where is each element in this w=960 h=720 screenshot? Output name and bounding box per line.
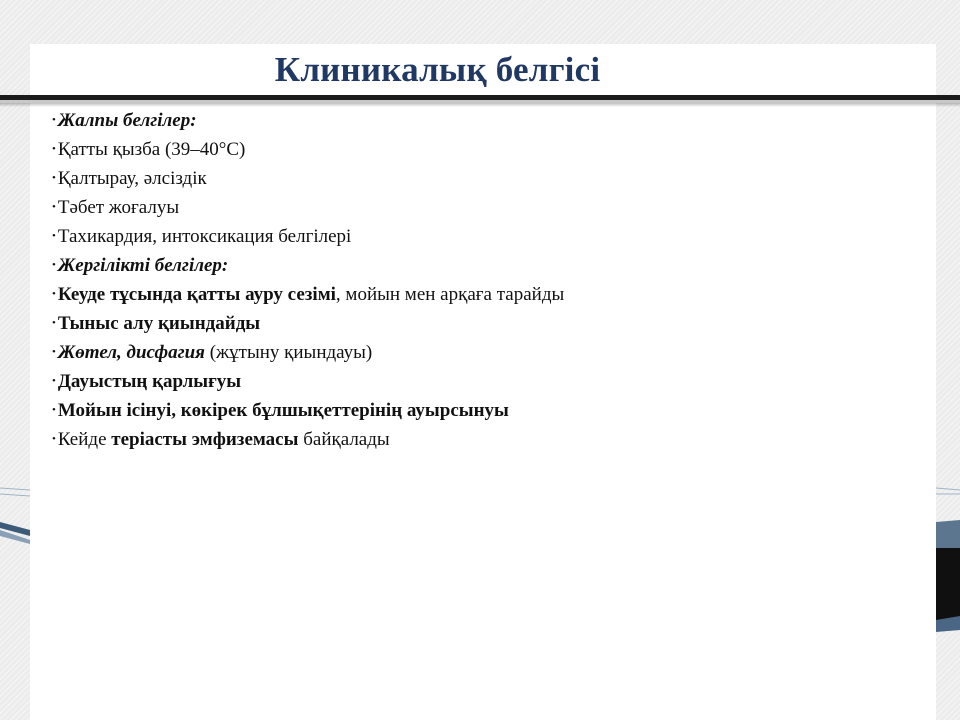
- list-item: [52, 195, 922, 224]
- bullet-icon: •: [52, 375, 56, 387]
- list-item-text-bold: Кеуде тұсында қатты ауру сезімі: [57, 284, 336, 305]
- list-item-text-bold: теріасты эмфиземасы: [111, 429, 299, 450]
- list-item: [52, 311, 922, 340]
- list-item-text: Жалпы белгілер:: [57, 110, 197, 131]
- bullet-icon: •: [52, 346, 56, 358]
- decorative-stripes-right: [936, 470, 960, 720]
- list-item: [52, 108, 922, 137]
- list-item-text-bold: Тыныс алу қиындайды: [57, 313, 261, 334]
- list-item: [52, 166, 922, 195]
- list-item: [52, 137, 922, 166]
- list-item-text-bold: Мойын ісінуі, көкірек бұлшықеттерінің ауырсынуы: [57, 400, 509, 421]
- list-item: [52, 369, 922, 398]
- list-item-text: Кейде: [57, 429, 112, 450]
- list-item-text: байқалады: [298, 429, 390, 450]
- list-item: [52, 282, 922, 311]
- bullet-list: [52, 108, 922, 456]
- list-item: [52, 427, 922, 456]
- bullet-icon: •: [52, 201, 56, 213]
- list-item-text: Тахикардия, интоксикация белгілері: [57, 226, 352, 247]
- bullet-icon: •: [52, 143, 56, 155]
- list-item-text: Қалтырау, әлсіздік: [57, 168, 207, 189]
- bullet-icon: •: [52, 114, 56, 126]
- bullet-icon: •: [52, 230, 56, 242]
- bullet-icon: •: [52, 172, 56, 184]
- list-item: [52, 398, 922, 427]
- list-item-text: Тәбет жоғалуы: [57, 197, 180, 218]
- list-item-text-bold: Дауыстың қарлығуы: [57, 371, 242, 392]
- slide-title: Клиникалық белгісі: [274, 50, 601, 89]
- list-item-text: Жергілікті белгілер:: [57, 255, 229, 276]
- bullet-icon: •: [52, 288, 56, 300]
- list-item: [52, 253, 922, 282]
- bullet-icon: •: [52, 404, 56, 416]
- list-item-text-bold: Жөтел, дисфагия: [57, 342, 205, 363]
- list-item-text: (жұтыну қиындауы): [204, 342, 373, 363]
- list-item-text: , мойын мен арқаға тарайды: [335, 284, 565, 305]
- list-item: [52, 340, 922, 369]
- bullet-icon: •: [52, 259, 56, 271]
- title-rule-shadow: [0, 103, 960, 107]
- bullet-icon: •: [52, 433, 56, 445]
- bullet-icon: •: [52, 317, 56, 329]
- list-item-text: Қатты қызба (39–40°С): [57, 139, 246, 160]
- decorative-stripes-left: [0, 470, 30, 720]
- list-item: [52, 224, 922, 253]
- title-underline-rule: [0, 95, 960, 103]
